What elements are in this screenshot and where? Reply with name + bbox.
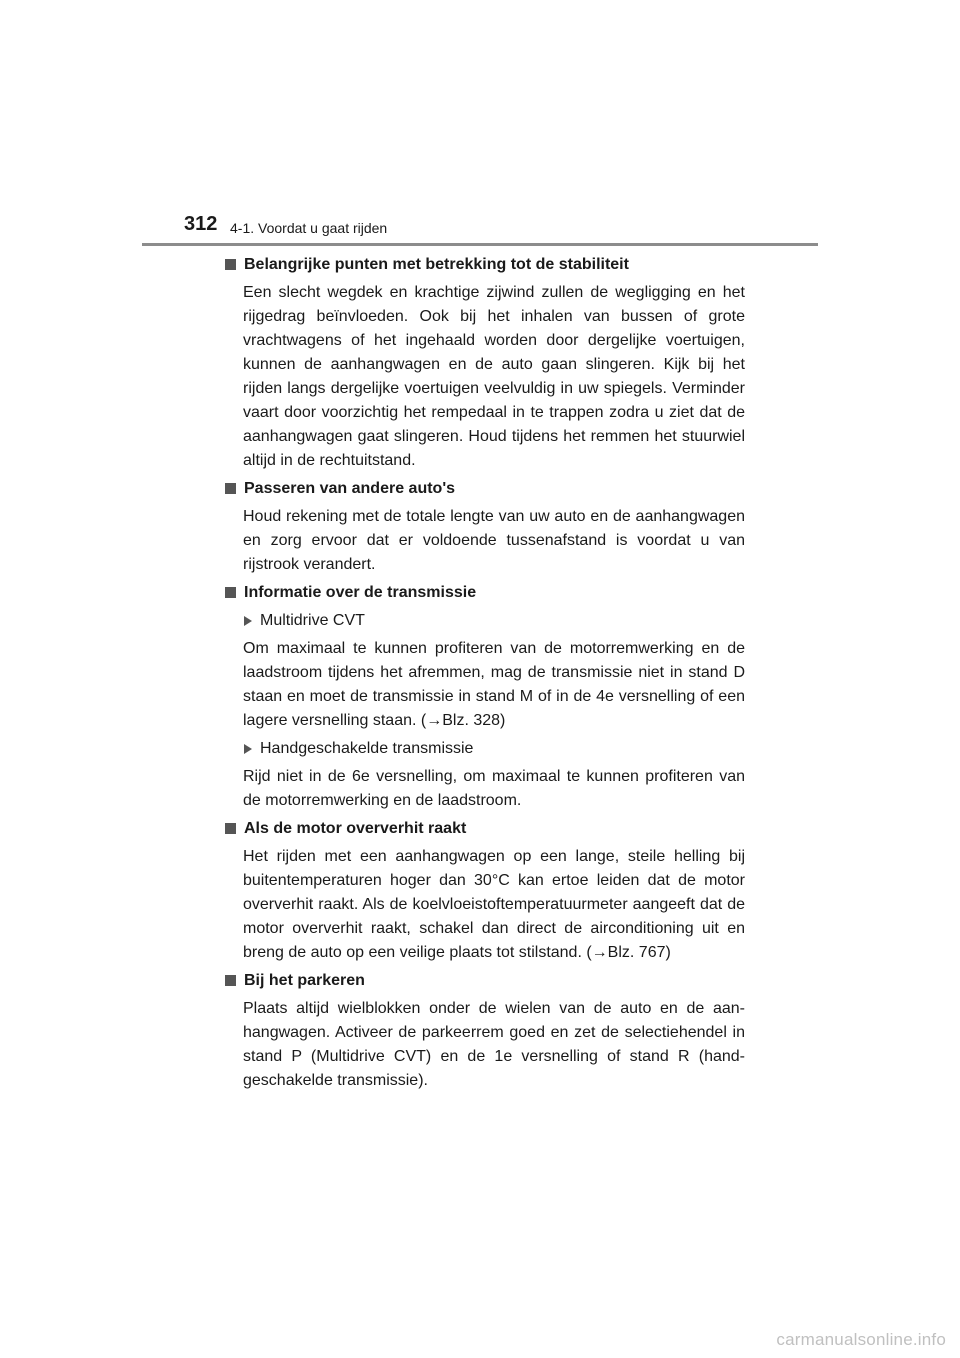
section-heading-text: Informatie over de transmissie — [244, 584, 477, 601]
section-paragraph: Een slecht wegdek en krachtige zijwind zullen de wegligging en het rijgedrag beïnvloeden. Ook bij het inhalen van bussen of grote vrachtwagens of het ingehaald worden door dergelijke voertuigen, kunnen de aanhangwagen en de auto gaan slingeren. Kijk bij het rijden langs dergelijke voertuigen veelvuldig in uw spiegels. Verminder vaart door voorzichtig het rempedaal in te trappen zodra u ziet dat de aanhangwagen gaat slingeren. Houd tijdens het remmen het stuurwiel altijd in de rechtuitstand. — [243, 284, 745, 469]
square-icon — [225, 483, 236, 494]
page-number: 312 — [184, 213, 218, 235]
bullet-text: Handgeschakelde transmissie — [260, 740, 474, 757]
section-heading-text: Bij het parkeren — [244, 972, 365, 989]
section-heading — [224, 581, 745, 605]
section-heading — [224, 477, 745, 501]
square-icon — [225, 587, 236, 598]
section-heading-text: Passeren van andere auto's — [244, 480, 456, 497]
section-heading — [224, 253, 745, 277]
bullet-item — [224, 609, 745, 633]
section-heading — [224, 817, 745, 841]
section-parking — [224, 969, 745, 1093]
section-heading — [224, 969, 745, 993]
section-passing — [224, 477, 745, 577]
section-stability — [224, 253, 745, 473]
section-transmission — [224, 581, 745, 813]
triangle-icon — [244, 744, 252, 754]
section-paragraph: Plaats altijd wielblokken onder de wielen van de auto en de aanhangwagen. Activeer de parkeerrem goed en zet de selectiehendel in stand P (Multidrive CVT) en de 1e versnelling of stand R (handgeschakelde transmissie). — [243, 1000, 745, 1089]
page-header — [0, 0, 960, 250]
section-overheating — [224, 817, 745, 965]
header-rule — [142, 243, 818, 246]
square-icon — [225, 975, 236, 986]
bullet-item — [224, 737, 745, 761]
watermark-text: carmanualsonline.info — [776, 1330, 946, 1349]
section-heading-text: Als de motor oververhit raakt — [244, 820, 467, 837]
section-paragraph: Houd rekening met de totale lengte van uw auto en de aanhangwagen en zorg ervoor dat er voldoende tussenafstand is voordat u van rijstrook verandert. — [243, 508, 745, 573]
triangle-icon — [244, 616, 252, 626]
section-paragraph: Rijd niet in de 6e versnelling, om maximaal te kunnen profiteren van de motorremwerking en de laadstroom. — [243, 768, 745, 809]
section-paragraph: Om maximaal te kunnen profiteren van de motorremwerking en de laadstroom tijdens het afremmen, mag de transmissie niet in stand D staan en moet de transmissie in stand M of in de 4e versnelling of een lagere versnelling staan. (→Blz. 328) — [243, 640, 745, 729]
section-heading-text: Belangrijke punten met betrekking tot de stabiliteit — [244, 256, 629, 273]
section-paragraph: Het rijden met een aanhangwagen op een lange, steile helling bij buitentemperaturen hoger dan 30°C kan ertoe leiden dat de motor oververhit raakt. Als de koelvloeistoftemperatuurmeter aangeeft dat de motor oververhit raakt, schakel dan direct de airconditioning uit en breng de auto op een veilige plaats tot stilstand. (→Blz. 767) — [243, 848, 745, 961]
square-icon — [225, 259, 236, 270]
bullet-text: Multidrive CVT — [260, 612, 365, 629]
chapter-title: 4-1. Voordat u gaat rijden — [230, 220, 388, 236]
square-icon — [225, 823, 236, 834]
page-content — [224, 253, 745, 1097]
